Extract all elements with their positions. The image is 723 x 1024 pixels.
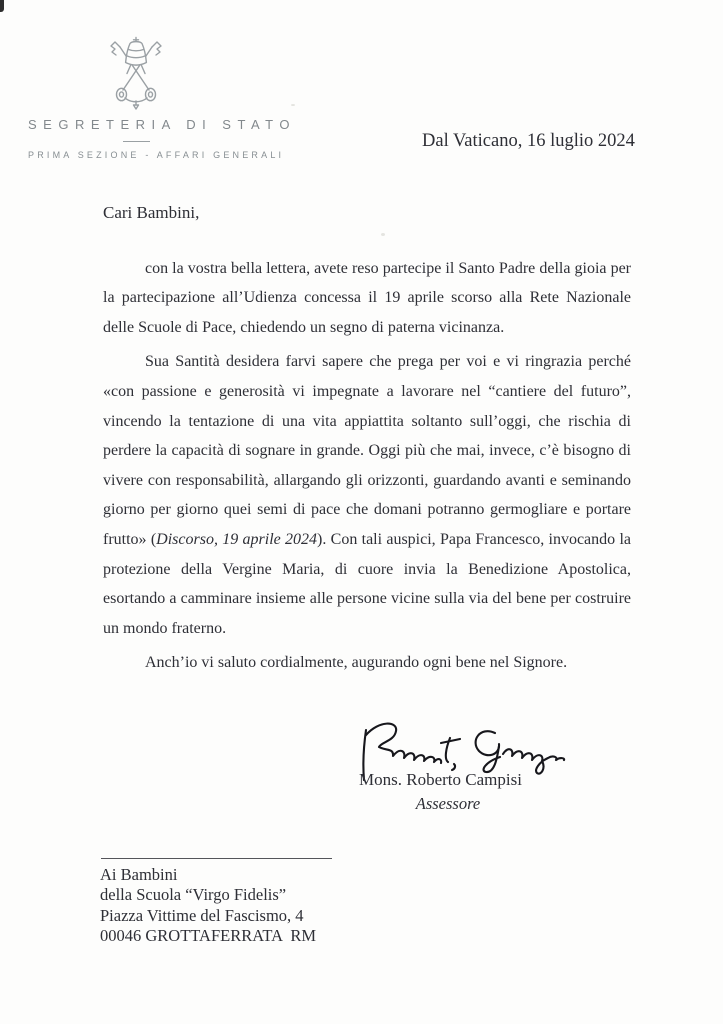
recipient-line-3: Piazza Vittime del Fascismo, 4 [100, 905, 304, 925]
signer-name: Mons. Roberto Campisi [359, 770, 522, 789]
letter-body [103, 198, 631, 678]
paragraph-2-citation: Discorso, 19 aprile 2024 [156, 530, 318, 548]
letterhead-divider [123, 141, 150, 142]
paragraph-2-text-end: ). Con tali auspici, Papa Francesco, invocando la protezione della Vergine Maria, di cuore invia la Benedizione Apostolica, esortando a camminare insieme alle persone vicine sulla via del bene per costruire un mondo fraterno. [103, 530, 631, 637]
organization-name: SEGRETERIA DI STATO [28, 117, 296, 132]
letterhead [28, 36, 296, 160]
scan-speck [291, 104, 295, 106]
scan-artifact-corner-mark [0, 0, 4, 12]
paragraph-2 [103, 347, 631, 643]
dateline: Dal Vaticano, 16 luglio 2024 [422, 131, 635, 151]
signer-title: Assessore [415, 794, 481, 813]
paragraph-2-text: Sua Santità desidera farvi sapere che prega per voi e vi ringrazia perché «con passione e generosità vi impegnate a lavorare nel “cantiere del futuro”, vincendo la tentazione di una vita appiattita soltanto sull’oggi, che rischia di perdere la capacità di sognare in grande. Oggi più che mai, invece, c’è bisogno di vivere con responsabilità, allargando gli orizzonti, guardando avanti e seminando giorno per giorno quei semi di pace che domani potranno germogliare e portare frutto» ( [103, 353, 631, 548]
recipient-line-1: Ai Bambini [100, 865, 178, 884]
paragraph-3: Anch’io vi saluto cordialmente, augurando ogni bene nel Signore. [145, 654, 568, 672]
recipient-line-4: 00046 GROTTAFERRATA RM [100, 925, 317, 945]
recipient-line-2: della Scuola “Virgo Fidelis” [100, 885, 287, 905]
vatican-coat-of-arms-icon [104, 36, 168, 110]
salutation: Cari Bambini, [103, 203, 200, 222]
paragraph-1: con la vostra bella lettera, avete reso partecipe il Santo Padre della gioia per la partecipazione all’Udienza concessa il 19 aprile scorso alla Rete Nazionale delle Scuole di Pace, chiedendo un segno di paterna vicinanza. [103, 259, 631, 336]
department-name: PRIMA SEZIONE - AFFARI GENERALI [28, 150, 285, 160]
address-divider [101, 858, 332, 859]
recipient-address [100, 858, 400, 946]
